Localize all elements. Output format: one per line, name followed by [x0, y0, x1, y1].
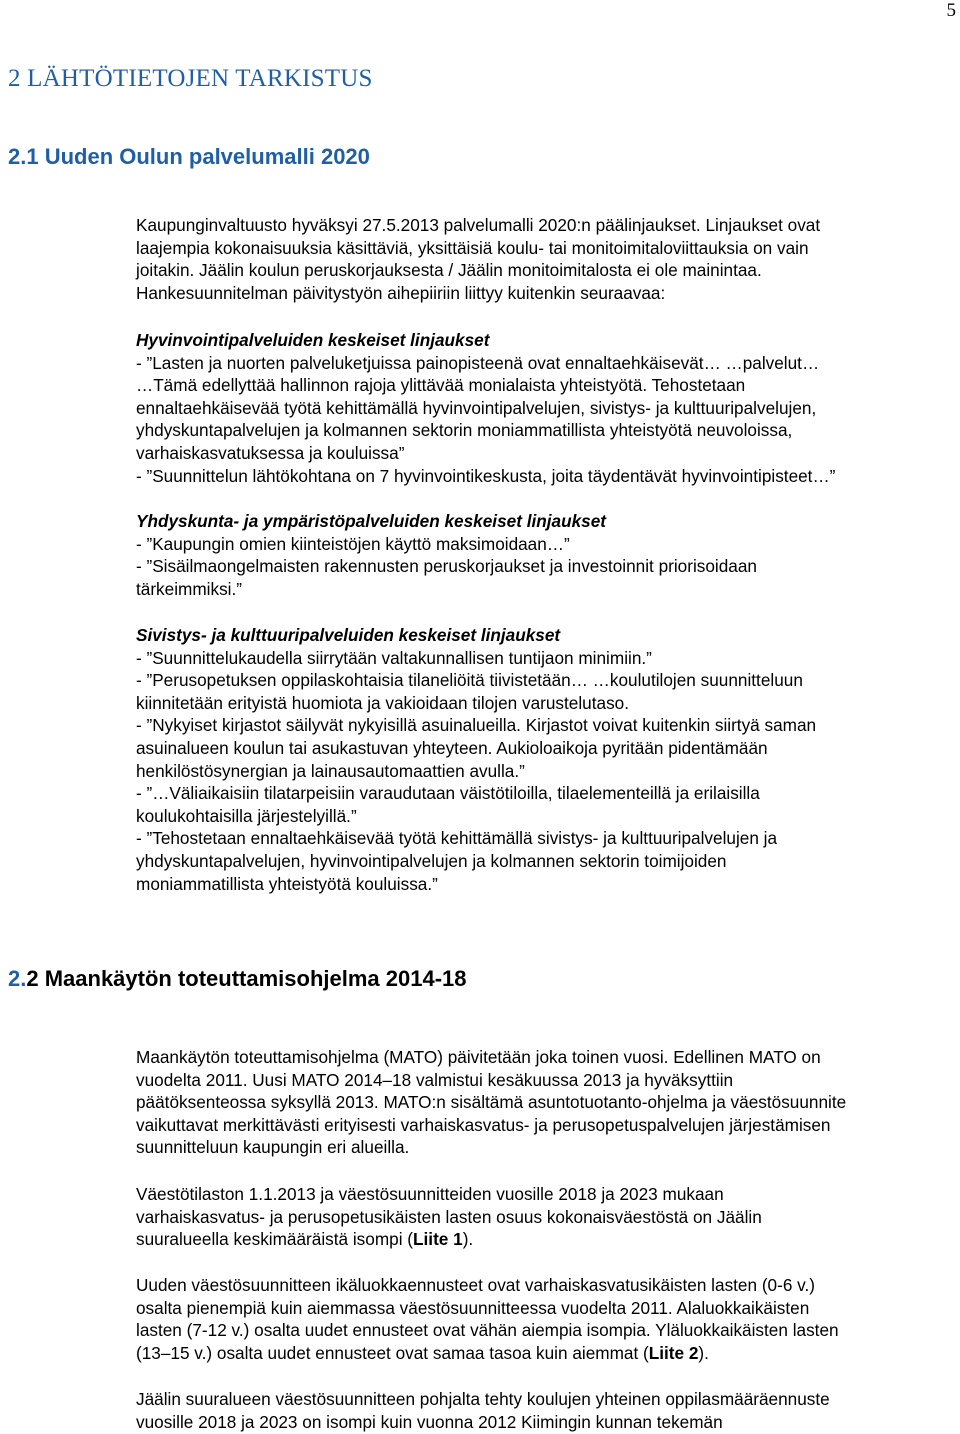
- list-item: henkilöstösynergian ja lainausautomaattien avulla.”: [136, 760, 525, 781]
- text-fragment: suuralueella keskimääräistä isompi (: [136, 1229, 414, 1250]
- group-hyvinvointipalvelut: [136, 329, 956, 487]
- list-item: - ”…Väliaikaisiin tilatarpeisiin varaudutaan väistötiloilla, tilaelementeillä ja erilaisilla: [136, 783, 760, 804]
- appendix-reference-1: Liite 1: [413, 1229, 463, 1250]
- text-line: vuodelta 2011. Uusi MATO 2014–18 valmistui kesäkuussa 2013 ja hyväksyttiin: [136, 1069, 734, 1090]
- mato-paragraph: [136, 1046, 956, 1159]
- text-line: suunnitteluun kaupungin eri alueilla.: [136, 1137, 410, 1158]
- list-item: - ”Suunnittelun lähtökohtana on 7 hyvinvointikeskusta, joita täydentävät hyvinvointipisteet…”: [136, 465, 836, 486]
- list-item: - ”Nykyiset kirjastot säilyvät nykyisillä asuinalueilla. Kirjastot voivat kuitenkin siirtyä saman: [136, 715, 817, 736]
- text-line: Hankesuunnitelman päivitystyön aihepiiriin liittyy kuitenkin seuraavaa:: [136, 282, 666, 303]
- text-line: Kaupunginvaltuusto hyväksyi 27.5.2013 palvelumalli 2020:n päälinjaukset. Linjaukset ovat: [136, 215, 821, 235]
- list-item: kiinnitetään erityistä huomiota ja vakioidaan tilojen varustelutaso.: [136, 692, 629, 713]
- text-fragment: ).: [698, 1342, 709, 1363]
- text-line: [136, 1228, 956, 1251]
- text-line: vuosille 2018 ja 2023 on isompi kuin vuonna 2012 Kiimingin kunnan tekemän: [136, 1411, 723, 1432]
- section-heading-mato: [8, 964, 467, 994]
- group-yhdyskuntapalvelut: [136, 510, 956, 600]
- list-item: - ”Lasten ja nuorten palveluketjuissa painopisteenä ovat ennaltaehkäisevät… …palvelut…: [136, 352, 820, 373]
- text-line: laajempia kokonaisuuksia käsittäviä, yksittäisiä koulu- tai monitoimitaloviittauksia on vain: [136, 237, 809, 258]
- list-item: varhaiskasvatuksessa ja kouluissa”: [136, 442, 405, 463]
- section-heading-palvelumalli: 2.1 Uuden Oulun palvelumalli 2020: [8, 144, 370, 169]
- text-line: Jäälin suuralueen väestösuunnitteen pohjalta tehty koulujen yhteinen oppilasmääräennuste: [136, 1389, 830, 1409]
- text-line: päätöksenteossa syksyllä 2013. MATO:n sisältämä asuntotuotanto-ohjelma ja väestösuunnite: [136, 1092, 847, 1113]
- text-line: Väestötilaston 1.1.2013 ja väestösuunnitteiden vuosille 2018 ja 2023 mukaan: [136, 1184, 724, 1204]
- list-item: ennaltaehkäisevää työtä kehittämällä hyvinvointipalvelujen, sivistys- ja kulttuuripalvelujen,: [136, 397, 817, 418]
- list-item: …Tämä edellyttää hallinnon rajoja ylittävää monialaista yhteistyötä. Tehostetaan: [136, 375, 746, 396]
- ennuste-paragraph: [136, 1274, 956, 1364]
- text-line: Uuden väestösuunnitteen ikäluokkaennusteet ovat varhaiskasvatusikäisten lasten (0-6 v.): [136, 1275, 815, 1295]
- group-sivistyspalvelut: [136, 624, 956, 895]
- oppilasmaara-paragraph: [136, 1388, 956, 1433]
- list-item: - ”Kaupungin omien kiinteistöjen käyttö maksimoidaan…”: [136, 533, 570, 554]
- page-number: 5: [946, 0, 956, 21]
- text-line: lasten (7-12 v.) osalta uudet ennusteet ovat vähän aiempia isompia. Yläluokkaikäisten lasten: [136, 1320, 839, 1341]
- text-line: varhaiskasvatus- ja perusopetusikäisten lasten osuus kokonaisväestöstä on Jäälin: [136, 1206, 762, 1227]
- list-item: yhdyskuntapalvelujen ja kolmannen sektorin moniammatillista yhteistyötä neuvoloissa,: [136, 420, 793, 441]
- chapter-heading: 2 LÄHTÖTIETOJEN TARKISTUS: [8, 65, 373, 92]
- section-title: 2 Maankäytön toteuttamisohjelma 2014-18: [26, 966, 467, 991]
- text-fragment: ).: [462, 1229, 474, 1250]
- text-line: osalta pienempiä kuin aiemmassa väestösuunnitteessa vuodelta 2011. Alaluokkaikäisten: [136, 1297, 810, 1318]
- list-item: moniammatillista yhteistyötä kouluissa.”: [136, 873, 438, 894]
- list-item: - ”Sisäilmaongelmaisten rakennusten peruskorjaukset ja investoinnit priorisoidaan: [136, 556, 757, 577]
- list-item: asuinalueen koulun tai asukastuvan yhteyteen. Aukioloaikoja pyritään pidentämään: [136, 737, 768, 758]
- text-fragment: (13–15 v.) osalta uudet ennusteet ovat samaa tasoa kuin aiemmat (: [136, 1342, 649, 1363]
- vaestotilasto-paragraph: [136, 1183, 956, 1251]
- list-item: - ”Perusopetuksen oppilaskohtaisia tilaneliöitä tiivistetään… …koulutilojen suunnitteluun: [136, 670, 803, 691]
- section-number: 2.: [8, 966, 27, 991]
- text-line: Maankäytön toteuttamisohjelma (MATO) päivitetään joka toinen vuosi. Edellinen MATO on: [136, 1047, 821, 1067]
- subheading: Sivistys- ja kulttuuripalveluiden keskeiset linjaukset: [136, 625, 561, 645]
- list-item: - ”Suunnittelukaudella siirrytään valtakunnallisen tuntijaon minimiin.”: [136, 647, 652, 668]
- list-item: yhdyskuntapalvelujen, hyvinvointipalvelujen ja kolmannen sektorin toimijoiden: [136, 850, 727, 871]
- text-line: joitakin. Jäälin koulun peruskorjauksesta / Jäälin monitoimitalosta ei ole mainintaa.: [136, 260, 762, 281]
- list-item: - ”Tehostetaan ennaltaehkäisevää työtä kehittämällä sivistys- ja kulttuuripalvelujen ja: [136, 828, 778, 849]
- subheading: Yhdyskunta- ja ympäristöpalveluiden keskeiset linjaukset: [136, 511, 606, 531]
- subheading: Hyvinvointipalveluiden keskeiset linjaukset: [136, 330, 490, 350]
- list-item: tärkeimmiksi.”: [136, 578, 242, 599]
- appendix-reference-2: Liite 2: [648, 1342, 699, 1363]
- intro-paragraph: [136, 214, 956, 304]
- list-item: koulukohtaisilla järjestelyillä.”: [136, 805, 357, 826]
- text-line: vaikuttavat merkittävästi erityisesti varhaiskasvatus- ja perusopetuspalvelujen järjestämisen: [136, 1114, 831, 1135]
- text-line: [136, 1342, 956, 1365]
